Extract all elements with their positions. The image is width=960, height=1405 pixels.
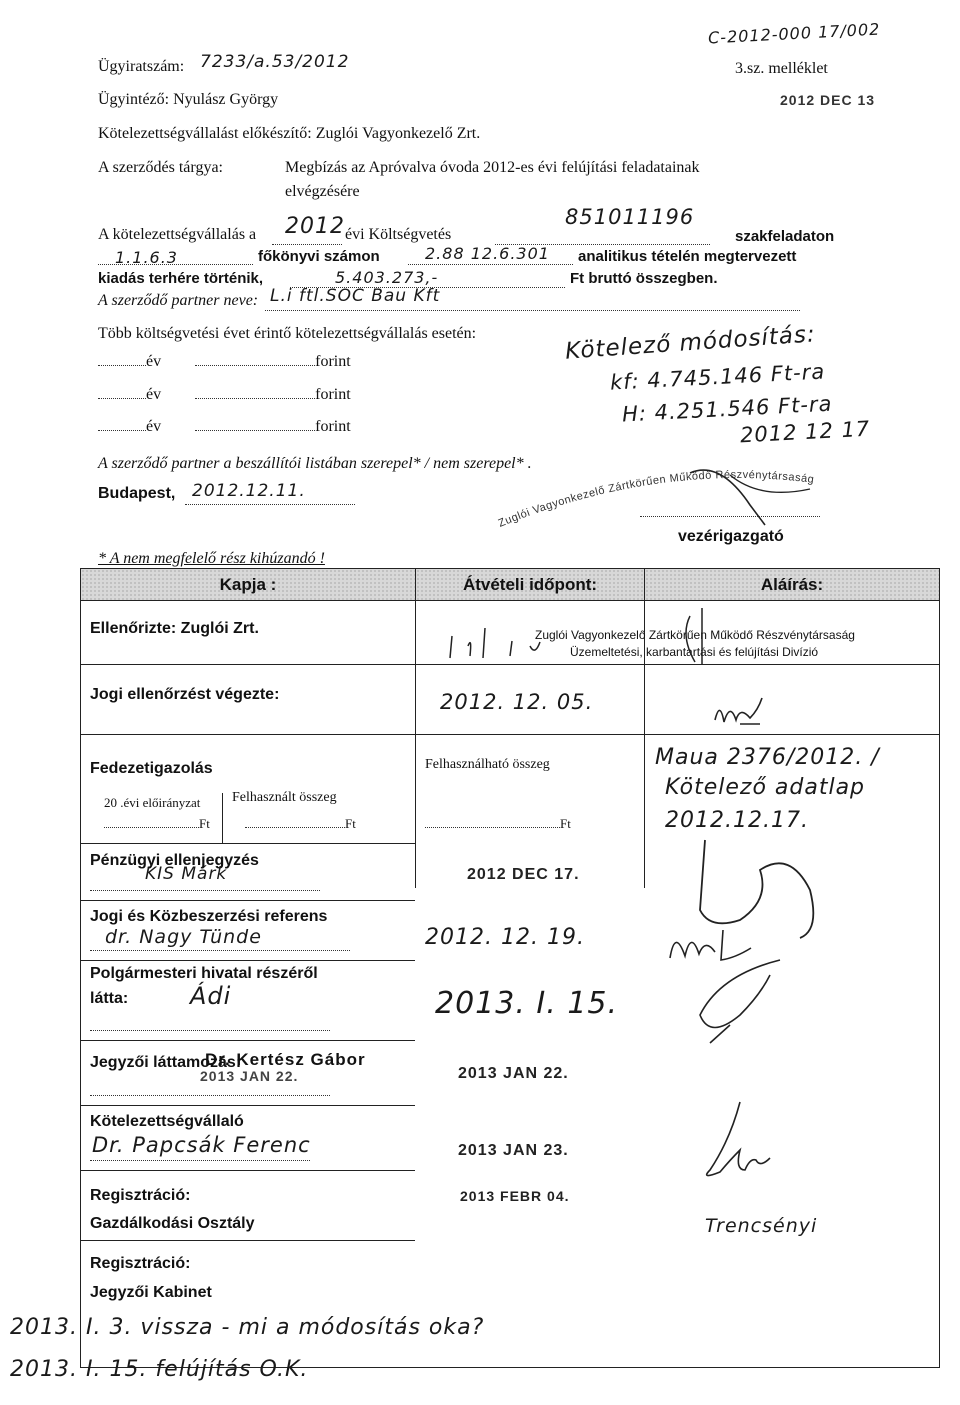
case-officer: Ügyintéző: Nyulász György [98, 91, 279, 108]
dotted-line [90, 1160, 310, 1161]
col-header-receipt-time: Átvételi időpont: [416, 569, 644, 600]
preparer: Kötelezettségvállalást előkészítő: Zuglói Vagyonkezelő Zrt. [98, 125, 481, 142]
used-amount-label: Felhasznált összeg [232, 790, 337, 805]
committer-signature [690, 1100, 780, 1190]
coverage-label: Fedezetigazolás [90, 760, 213, 777]
appropriation-label: 20 .évi előirányzat [104, 795, 201, 810]
analytic-item-handwritten: 2.88 12.6.301 [425, 244, 550, 263]
function-code-handwritten: 851011196 [565, 205, 695, 229]
row-divider [80, 1105, 415, 1106]
financial-date-stamp: 2012 DEC 17. [467, 866, 580, 883]
commitment-line3-prefix: kiadás terhére történik, [98, 270, 264, 287]
dotted-line [90, 1095, 330, 1096]
notary-date-stamp-under: 2013 JAN 22. [200, 1068, 299, 1084]
row-divider [80, 900, 415, 901]
col-header-recipient: Kapja : [81, 569, 415, 600]
coverage-note-handwritten-3: 2012.12.17. [665, 808, 809, 833]
dotted-line [265, 310, 800, 311]
checked-by-label: Ellenőrizte: Zuglói Zrt. [90, 620, 259, 637]
modification-note-handwritten: Kötelező módosítás: [564, 321, 817, 365]
footer-note-handwritten-2: 2013. I. 15. felújítás O.K. [10, 1357, 309, 1382]
svg-text:Zuglói Vagyonkezelő Zártkörűen [497, 469, 815, 530]
ft-cell-3: Ft [425, 816, 571, 832]
attachment-label: 3.sz. melléklet [735, 60, 828, 77]
available-amount-label: Felhasználható összeg [425, 757, 550, 772]
committer-handwritten: Dr. Papcsák Ferenc [92, 1133, 311, 1157]
modification-date-handwritten: 2012 12 17 [739, 416, 871, 448]
commitment-line1-suffix: szakfeladaton [735, 228, 835, 245]
modification-amount2-handwritten: H: 4.251.546 Ft-ra [621, 391, 833, 427]
row-divider [80, 843, 415, 844]
contract-subject-line2: elvégzésére [285, 183, 360, 200]
legal-procurement-handwritten: dr. Nagy Tünde [105, 926, 262, 948]
row-divider [80, 960, 415, 961]
legal-check-label: Jogi ellenőrzést végezte: [90, 686, 280, 703]
mayor-office-signature [680, 955, 790, 1045]
coverage-note-handwritten-2: Kötelező adatlap [665, 775, 866, 800]
budapest-label: Budapest, [98, 485, 176, 502]
notary-cabinet-label: Jegyzői Kabinet [90, 1284, 212, 1301]
mayor-office-label-2: látta: [90, 990, 129, 1007]
notary-approval-label: Jegyzői láttamozás: [90, 1054, 242, 1071]
notary-date-stamp: 2013 JAN 22. [458, 1065, 569, 1082]
commitment-line1-mid: évi Költségvetés [345, 226, 452, 243]
col-header-signature: Aláírás: [645, 569, 939, 600]
division-stamp-line2: Üzemeltetési, karbantartási és felújítási Divízió [570, 645, 819, 659]
contract-subject-line1: Megbízás az Apróvalva óvoda 2012-es évi felújítási feladatainak [285, 159, 700, 176]
division-stamp-line1: Zuglói Vagyonkezelő Zártkörűen Működő Részvénytársaság [535, 628, 855, 642]
legal-check-date-handwritten: 2012. 12. 05. [440, 690, 594, 714]
committer-label: Kötelezettségvállaló [90, 1113, 244, 1130]
supplier-list-text: A szerződő partner a beszállítói listában szerepel* / nem szerepel* . [98, 455, 532, 472]
coverage-note-handwritten-1: Maua 2376/2012. / [655, 745, 880, 770]
commitment-line2-suffix: analitikus tételén megtervezett [578, 248, 797, 265]
dotted-line [640, 516, 820, 517]
partner-name-handwritten: L.i ftl.SOC Bau Kft [270, 286, 441, 306]
multi-year-label: Több költségvetési évet érintő kötelezettségvállalás esetén: [98, 325, 477, 342]
mayor-office-label-1: Polgármesteri hivatal részéről [90, 965, 318, 982]
dotted-line [90, 890, 320, 891]
company-stamp-text: Zuglói Vagyonkezelő Zártkörűen Működő Részvénytársaság [496, 468, 815, 530]
multi-year-row-2: év forint [98, 386, 351, 404]
dotted-line [185, 504, 355, 505]
commitment-line1-prefix: A kötelezettségvállalás a [98, 226, 257, 243]
case-number-handwritten: 7233/a.53/2012 [200, 52, 350, 72]
multi-year-row-3: év forint [98, 418, 351, 436]
budapest-date-handwritten: 2012.12.11. [192, 481, 306, 501]
registration-label-1: Regisztráció: [90, 1187, 191, 1204]
partner-name-label: A szerződő partner neve: [98, 292, 259, 309]
legal-procurement-date-handwritten: 2012. 12. 19. [425, 925, 585, 950]
column-divider [415, 568, 416, 888]
multi-year-row-1: év forint [98, 353, 351, 371]
ledger-number-handwritten: 1.1.6.3 [115, 248, 178, 267]
footer-note-handwritten-1: 2013. I. 3. vissza - mi a módosítás oka? [10, 1315, 485, 1340]
dotted-line [90, 1030, 330, 1031]
registration-handwritten: Trencsényi [705, 1215, 818, 1237]
financial-countersign-label: Pénzügyi ellenjegyzés [90, 852, 259, 869]
mayor-office-date-handwritten: 2013. I. 15. [435, 986, 619, 1021]
dotted-line [90, 950, 350, 951]
finance-department-label: Gazdálkodási Osztály [90, 1215, 255, 1232]
case-number-label: Ügyiratszám: [98, 58, 185, 75]
amount-handwritten: 5.403.273,- [335, 268, 439, 287]
mayor-office-handwritten: Ádi [190, 982, 232, 1010]
row-divider [80, 1170, 415, 1171]
notary-name-overprint: Dr. Kertész Gábor [205, 1050, 366, 1069]
signer-title: vezérigazgató [678, 528, 784, 545]
contract-subject-label: A szerződés tárgya: [98, 159, 223, 176]
financial-countersign-handwritten: KIS Márk [145, 864, 228, 884]
ft-cell-2: Ft [245, 816, 356, 832]
commitment-line3-suffix: Ft bruttó összegben. [570, 270, 718, 287]
committer-date-stamp: 2013 JAN 23. [458, 1142, 569, 1159]
budget-year-handwritten: 2012 [285, 214, 345, 239]
reference-number-handwritten: C-2012-000 17/002 [707, 19, 881, 48]
registration-label-2: Regisztráció: [90, 1255, 191, 1272]
commitment-line2-mid: főkönyvi számon [258, 248, 380, 265]
legal-check-signature [710, 690, 770, 730]
registration-date-stamp: 2013 FEBR 04. [460, 1188, 570, 1204]
ft-cell-1: Ft [104, 816, 210, 832]
row-divider [80, 734, 940, 735]
column-divider [222, 793, 223, 843]
company-stamp [490, 465, 850, 535]
row-divider [80, 1240, 415, 1241]
modification-amount1-handwritten: kf: 4.745.146 Ft-ra [609, 359, 826, 395]
footnote: * A nem megfelelő rész kihúzandó ! [98, 550, 325, 567]
dotted-line [408, 264, 573, 265]
row-divider [80, 600, 940, 601]
dotted-line [272, 244, 342, 245]
checked-by-signature [440, 606, 710, 666]
received-date-stamp: 2012 DEC 13 [780, 92, 876, 108]
legal-procurement-label: Jogi és Közbeszerzési referens [90, 908, 328, 925]
row-divider [80, 1040, 415, 1041]
